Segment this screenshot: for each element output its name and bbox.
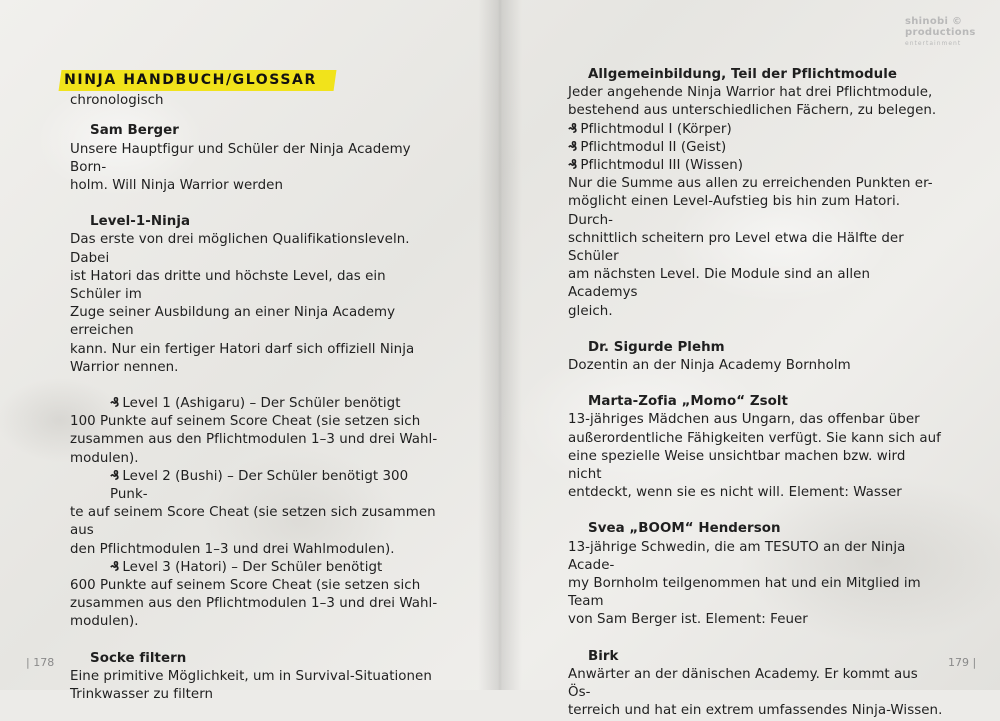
- right-page: [500, 0, 1000, 719]
- glossary-term: Marta-Zofia „Momo“ Zsolt: [588, 394, 788, 410]
- definition-line: my Bornholm teilgenommen hat und ein Mitglied im Team: [568, 576, 921, 610]
- page-title: NINJA HANDBUCH/GLOSSAR: [64, 72, 317, 88]
- shuriken-bullet-icon: ₰: [568, 121, 578, 137]
- level-line: modulen).: [70, 450, 139, 466]
- logo-subtext: entertainment: [905, 40, 962, 47]
- definition-line: Jeder angehende Ninja Warrior hat drei Pflichtmodule,: [568, 85, 933, 101]
- glossary-term: Level-1-Ninja: [90, 214, 191, 230]
- shuriken-bullet-icon: ₰: [568, 139, 578, 155]
- shuriken-bullet-icon: ₰: [568, 158, 578, 174]
- glossary-entry-allgemeinbildung: [568, 66, 943, 321]
- definition-line: von Sam Berger ist. Element: Feuer: [568, 612, 808, 628]
- module-label: Pflichtmodul II (Geist): [580, 139, 727, 155]
- glossary-term: Dr. Sigurde Plehm: [588, 339, 725, 355]
- module-item: [568, 157, 943, 175]
- level-line: Level 3 (Hatori) – Der Schüler benötigt: [122, 559, 383, 575]
- left-column: [64, 70, 440, 704]
- definition-line: Zuge seiner Ausbildung an einer Ninja Academy erreichen: [70, 305, 396, 339]
- definition-line: Anwärter an der dänischen Academy. Er kommt aus Ös-: [568, 666, 918, 701]
- level-line: Level 2 (Bushi) – Der Schüler benötigt 300 Punk-: [110, 468, 409, 503]
- level-line: den Pflichtmodulen 1–3 und drei Wahlmodulen).: [70, 541, 395, 557]
- title-highlight: [59, 70, 337, 91]
- level-line: 600 Punkte auf seinem Score Cheat (sie setzen sich: [70, 578, 421, 594]
- logo-text: shinobi ©: [905, 16, 963, 27]
- level-item-1: [70, 395, 440, 468]
- page-number-right: 179 |: [948, 656, 977, 669]
- definition-line: schnittlich scheitern pro Level etwa die Hälfte der Schüler: [568, 230, 904, 265]
- glossary-term: Sam Berger: [90, 123, 179, 139]
- glossary-entry-socke-filtern: [70, 650, 440, 705]
- level-line: Level 1 (Ashigaru) – Der Schüler benötigt: [122, 396, 401, 412]
- definition-line: Eine primitive Möglichkeit, um in Survival-Situationen: [70, 668, 432, 684]
- glossary-entry-birk: [568, 648, 943, 721]
- definition-line: holm. Will Ninja Warrior werden: [70, 178, 284, 194]
- right-column: [568, 66, 943, 721]
- definition-line: Das erste von drei möglichen Qualifikationsleveln. Dabei: [70, 232, 410, 266]
- page-number-left: | 178: [26, 656, 55, 669]
- page-subtitle: chronologisch: [70, 93, 164, 109]
- level-line: 100 Punkte auf seinem Score Cheat (sie setzen sich: [70, 414, 421, 430]
- definition-line: 13-jährige Schwedin, die am TESUTO an der Ninja Acade-: [568, 539, 906, 573]
- definition-line: am nächsten Level. Die Module sind an allen Academys: [568, 267, 871, 301]
- glossary-entry-momo-zsolt: [568, 393, 943, 502]
- level-line: modulen).: [70, 614, 139, 630]
- level-line: te auf seinem Score Cheat (sie setzen sich zusammen aus: [70, 505, 436, 539]
- shuriken-bullet-icon: ₰: [110, 468, 120, 484]
- level-line: zusammen aus den Pflichtmodulen 1–3 und drei Wahl-: [70, 596, 438, 612]
- definition-line: Nur die Summe aus allen zu erreichenden Punkten er-: [568, 176, 933, 192]
- definition-line: möglicht einen Level-Aufstieg bis hin zum Hatori. Durch-: [568, 194, 901, 228]
- level-item-3: [70, 559, 440, 632]
- glossary-term: Birk: [588, 648, 619, 664]
- module-label: Pflichtmodul III (Wissen): [580, 158, 744, 174]
- glossary-term: Socke filtern: [90, 650, 187, 666]
- definition-line: außerordentliche Fähigkeiten verfügt. Sie kann sich auf: [568, 430, 941, 446]
- definition-line: gleich.: [568, 303, 613, 319]
- level-item-2: [70, 468, 440, 559]
- module-label: Pflichtmodul I (Körper): [580, 121, 732, 137]
- definition-line: Trinkwasser zu filtern: [70, 687, 214, 703]
- module-item: [568, 121, 943, 139]
- definition-line: kann. Nur ein fertiger Hatori darf sich offiziell Ninja: [70, 341, 415, 357]
- definition-line: Warrior nennen.: [70, 359, 179, 375]
- definition-line: eine spezielle Weise unsichtbar machen bzw. wird nicht: [568, 448, 906, 483]
- logo-text: productions: [905, 27, 976, 38]
- glossary-term: Allgemeinbildung, Teil der Pflichtmodule: [588, 67, 897, 82]
- glossary-entry-level-1-ninja: [70, 213, 440, 631]
- definition-line: Dozentin an der Ninja Academy Bornholm: [568, 358, 851, 374]
- definition-line: terreich und hat ein extrem umfassendes Ninja-Wissen.: [568, 703, 943, 719]
- definition-line: 13-jähriges Mädchen aus Ungarn, das offenbar über: [568, 412, 920, 428]
- glossary-entry-sigurde-plehm: [568, 339, 943, 375]
- level-line: zusammen aus den Pflichtmodulen 1–3 und drei Wahl-: [70, 432, 438, 448]
- glossary-term: Svea „BOOM“ Henderson: [588, 521, 781, 537]
- shuriken-bullet-icon: ₰: [110, 396, 120, 412]
- glossary-entry-sam-berger: [70, 122, 440, 195]
- glossary-entry-svea-henderson: [568, 520, 943, 629]
- definition-line: bestehend aus unterschiedlichen Fächern, zu belegen.: [568, 103, 937, 119]
- definition-line: Unsere Hauptfigur und Schüler der Ninja Academy Born-: [70, 141, 411, 175]
- definition-line: ist Hatori das dritte und höchste Level, das ein Schüler im: [70, 268, 386, 303]
- definition-line: entdeckt, wenn sie es nicht will. Element: Wasser: [568, 485, 902, 501]
- shuriken-bullet-icon: ₰: [110, 559, 120, 575]
- module-item: [568, 139, 943, 157]
- left-page: [0, 0, 500, 703]
- publisher-logo: [905, 16, 985, 46]
